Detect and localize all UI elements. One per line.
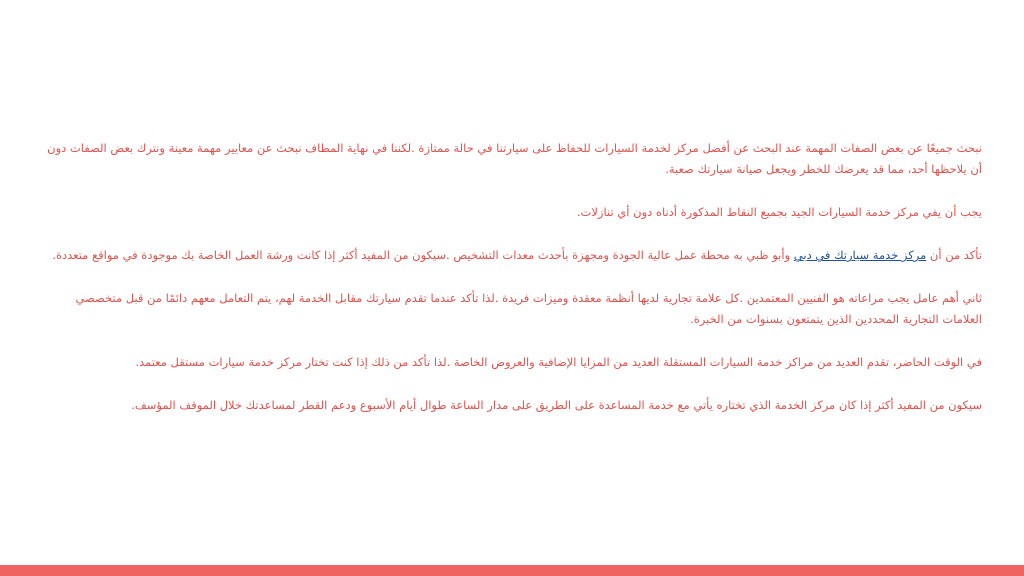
article-body xyxy=(46,138,982,438)
paragraph-workstation-text-end: وأبو ظبي به محطة عمل عالية الجودة ومجهزة بأحدث معدات التشخيص .سيكون من المفيد أكثر إذا كانت ورشة العمل الخاصة بك موجودة في مواقع متعددة. xyxy=(52,248,794,262)
paragraph-technicians: ثاني أهم عامل يجب مراعاته هو الفنيين المعتمدين .كل علامة تجارية لديها أنظمة معقدة وميزات فريدة .لذا تأكد عندما تقدم سيارتك مقابل الخدمة لهم، يتم التعامل معهم دائمًا من قبل متخصصي العلامات التجارية المحددين الذين يتمتعون بسنوات من الخبرة. xyxy=(75,291,982,326)
paragraph-roadside-assistance: سيكون من المفيد أكثر إذا كان مركز الخدمة الذي تختاره يأتي مع خدمة المساعدة على الطريق على مدار الساعة طوال أيام الأسبوع ودعم القطر لمساعدتك خلال الموقف المؤسف. xyxy=(131,398,982,412)
service-center-link[interactable]: مركز خدمة سيارتك في دبي xyxy=(793,248,927,262)
paragraph-independent-centers: في الوقت الحاضر، تقدم العديد من مراكز خدمة السيارات المستقلة العديد من المزايا الإضافية والعروض الخاصة .لذا تأكد من ذلك إذا كنت تختار مركز خدمة سيارات مستقل معتمد. xyxy=(135,355,982,369)
paragraph-requirements: يجب أن يفي مركز خدمة السيارات الجيد بجميع النقاط المذكورة أدناه دون أي تنازلات. xyxy=(576,205,982,219)
paragraph-workstation xyxy=(46,245,982,266)
paragraph-workstation-text-start: تأكد من أن xyxy=(926,248,982,262)
paragraph-intro: نبحث جميعًا عن بعض الصفات المهمة عند البحث عن أفضل مركز لخدمة السيارات للحفاظ على سيارتنا في حالة ممتازة .لكننا في نهاية المطاف نبحث عن معايير مهمة معينة ونترك بعض الصفات دون أن يلاحظها أحد، مما قد يعرضك للخطر ويجعل صيانة سيارتك صعبة. xyxy=(47,141,982,176)
bottom-accent-bar xyxy=(0,565,1024,576)
